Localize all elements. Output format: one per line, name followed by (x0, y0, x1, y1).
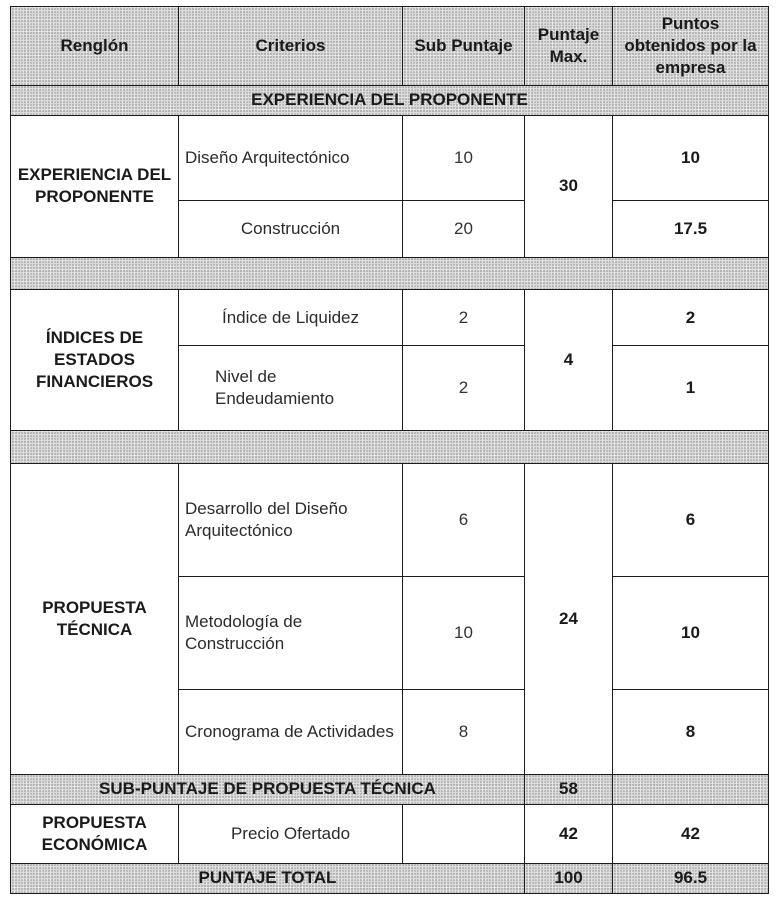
header-criterios: Criterios (179, 7, 403, 86)
renglon-cell: PROPUESTA ECONÓMICA (11, 805, 179, 864)
spacer-cell (11, 431, 769, 463)
economica-row (11, 805, 769, 864)
puntaje-max-cell: 42 (525, 805, 613, 864)
criterio-cell (179, 576, 403, 689)
criterio-text: Diseño Arquitectónico (185, 147, 350, 167)
table-row (11, 116, 769, 201)
renglon-cell: EXPERIENCIA DEL PROPONENTE (11, 116, 179, 257)
sub-puntaje-cell: 10 (403, 116, 525, 201)
subtotal-value: 58 (525, 774, 613, 804)
puntos-cell: 10 (613, 116, 769, 201)
renglon-cell: ÍNDICES DE ESTADOS FINANCIEROS (11, 289, 179, 430)
puntos-cell: 1 (613, 346, 769, 431)
puntos-cell: 17.5 (613, 200, 769, 257)
puntos-cell: 6 (613, 463, 769, 576)
criterio-cell (179, 116, 403, 201)
puntaje-max-cell: 4 (525, 289, 613, 430)
criterio-cell: Construcción (179, 200, 403, 257)
header-puntos-obtenidos: Puntos obtenidos por la empresa (613, 7, 769, 86)
sub-puntaje-cell (403, 805, 525, 864)
sub-puntaje-cell: 20 (403, 200, 525, 257)
table-row (11, 289, 769, 346)
header-row (11, 7, 769, 86)
puntaje-max-cell: 24 (525, 463, 613, 774)
renglon-cell: PROPUESTA TÉCNICA (11, 463, 179, 774)
sub-puntaje-cell: 10 (403, 576, 525, 689)
criterio-text: Cronograma de Actividades (185, 721, 394, 741)
section-title: EXPERIENCIA DEL PROPONENTE (11, 85, 769, 115)
subtotal-row (11, 774, 769, 804)
sub-puntaje-cell: 6 (403, 463, 525, 576)
total-puntaje-max: 100 (525, 863, 613, 893)
criterio-cell (179, 463, 403, 576)
puntos-cell: 8 (613, 689, 769, 774)
sub-puntaje-cell: 2 (403, 346, 525, 431)
puntaje-max-cell: 30 (525, 116, 613, 257)
criterio-text: Metodología de Construcción (185, 611, 303, 653)
sub-puntaje-cell: 2 (403, 289, 525, 346)
spacer-cell (11, 257, 769, 289)
total-puntos: 96.5 (613, 863, 769, 893)
spacer-row (11, 257, 769, 289)
subtotal-empty (613, 774, 769, 804)
header-puntaje-max: Puntaje Max. (525, 7, 613, 86)
section-row (11, 85, 769, 115)
puntos-cell: 42 (613, 805, 769, 864)
header-sub-puntaje: Sub Puntaje (403, 7, 525, 86)
total-label: PUNTAJE TOTAL (11, 863, 525, 893)
total-row (11, 863, 769, 893)
puntos-cell: 2 (613, 289, 769, 346)
subtotal-label: SUB-PUNTAJE DE PROPUESTA TÉCNICA (11, 774, 525, 804)
puntos-cell: 10 (613, 576, 769, 689)
criterio-cell: Índice de Liquidez (179, 289, 403, 346)
criterio-text: Nivel de Endeudamiento (215, 367, 335, 409)
sub-puntaje-cell: 8 (403, 689, 525, 774)
table-row (11, 463, 769, 576)
criterio-text: Desarrollo del Diseño Arquitectónico (185, 498, 348, 540)
header-renglon: Renglón (11, 7, 179, 86)
criterio-cell (179, 346, 403, 431)
criterio-cell (179, 689, 403, 774)
criterio-cell: Precio Ofertado (179, 805, 403, 864)
scoring-table (10, 6, 769, 894)
spacer-row (11, 431, 769, 463)
